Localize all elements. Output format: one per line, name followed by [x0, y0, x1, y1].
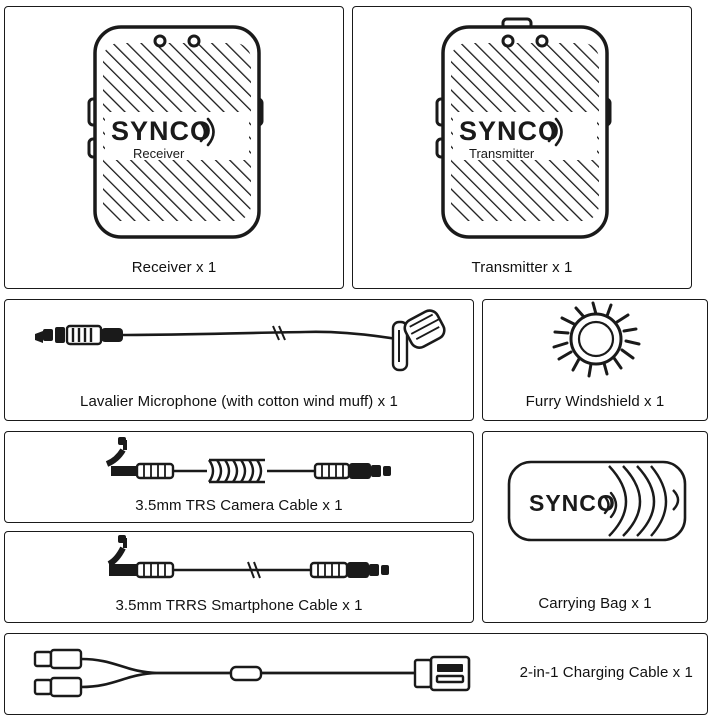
brand-text-bag: SYNCO — [529, 490, 616, 516]
caption-furry: Furry Windshield x 1 — [525, 393, 665, 410]
caption-carrying-bag: Carrying Bag x 1 — [538, 595, 652, 612]
item-cell-trs-cable — [4, 431, 474, 523]
caption-trs-cable: 3.5mm TRS Camera Cable x 1 — [135, 497, 343, 514]
device-label-receiver: Receiver — [133, 146, 185, 161]
item-cell-receiver — [4, 6, 344, 289]
item-cell-carrying-bag — [482, 431, 708, 623]
caption-receiver: Receiver x 1 — [131, 259, 217, 276]
caption-transmitter: Transmitter x 1 — [471, 259, 573, 276]
device-label-transmitter: Transmitter — [469, 146, 535, 161]
caption-lavalier: Lavalier Microphone (with cotton wind muff) x 1 — [80, 393, 398, 410]
carrying-bag-illustration — [483, 432, 707, 622]
brand-text-transmitter: SYNCO — [459, 116, 561, 146]
transmitter-illustration — [353, 7, 691, 288]
item-cell-furry — [482, 299, 708, 421]
item-cell-transmitter — [352, 6, 692, 289]
caption-trrs-cable: 3.5mm TRRS Smartphone Cable x 1 — [115, 597, 363, 614]
item-cell-lavalier — [4, 299, 474, 421]
item-cell-charging-cable — [4, 633, 708, 715]
brand-text-receiver: SYNCO — [111, 116, 213, 146]
caption-charging-cable: 2-in-1 Charging Cable x 1 — [519, 664, 693, 681]
receiver-illustration — [5, 7, 343, 288]
item-cell-trrs-cable — [4, 531, 474, 623]
